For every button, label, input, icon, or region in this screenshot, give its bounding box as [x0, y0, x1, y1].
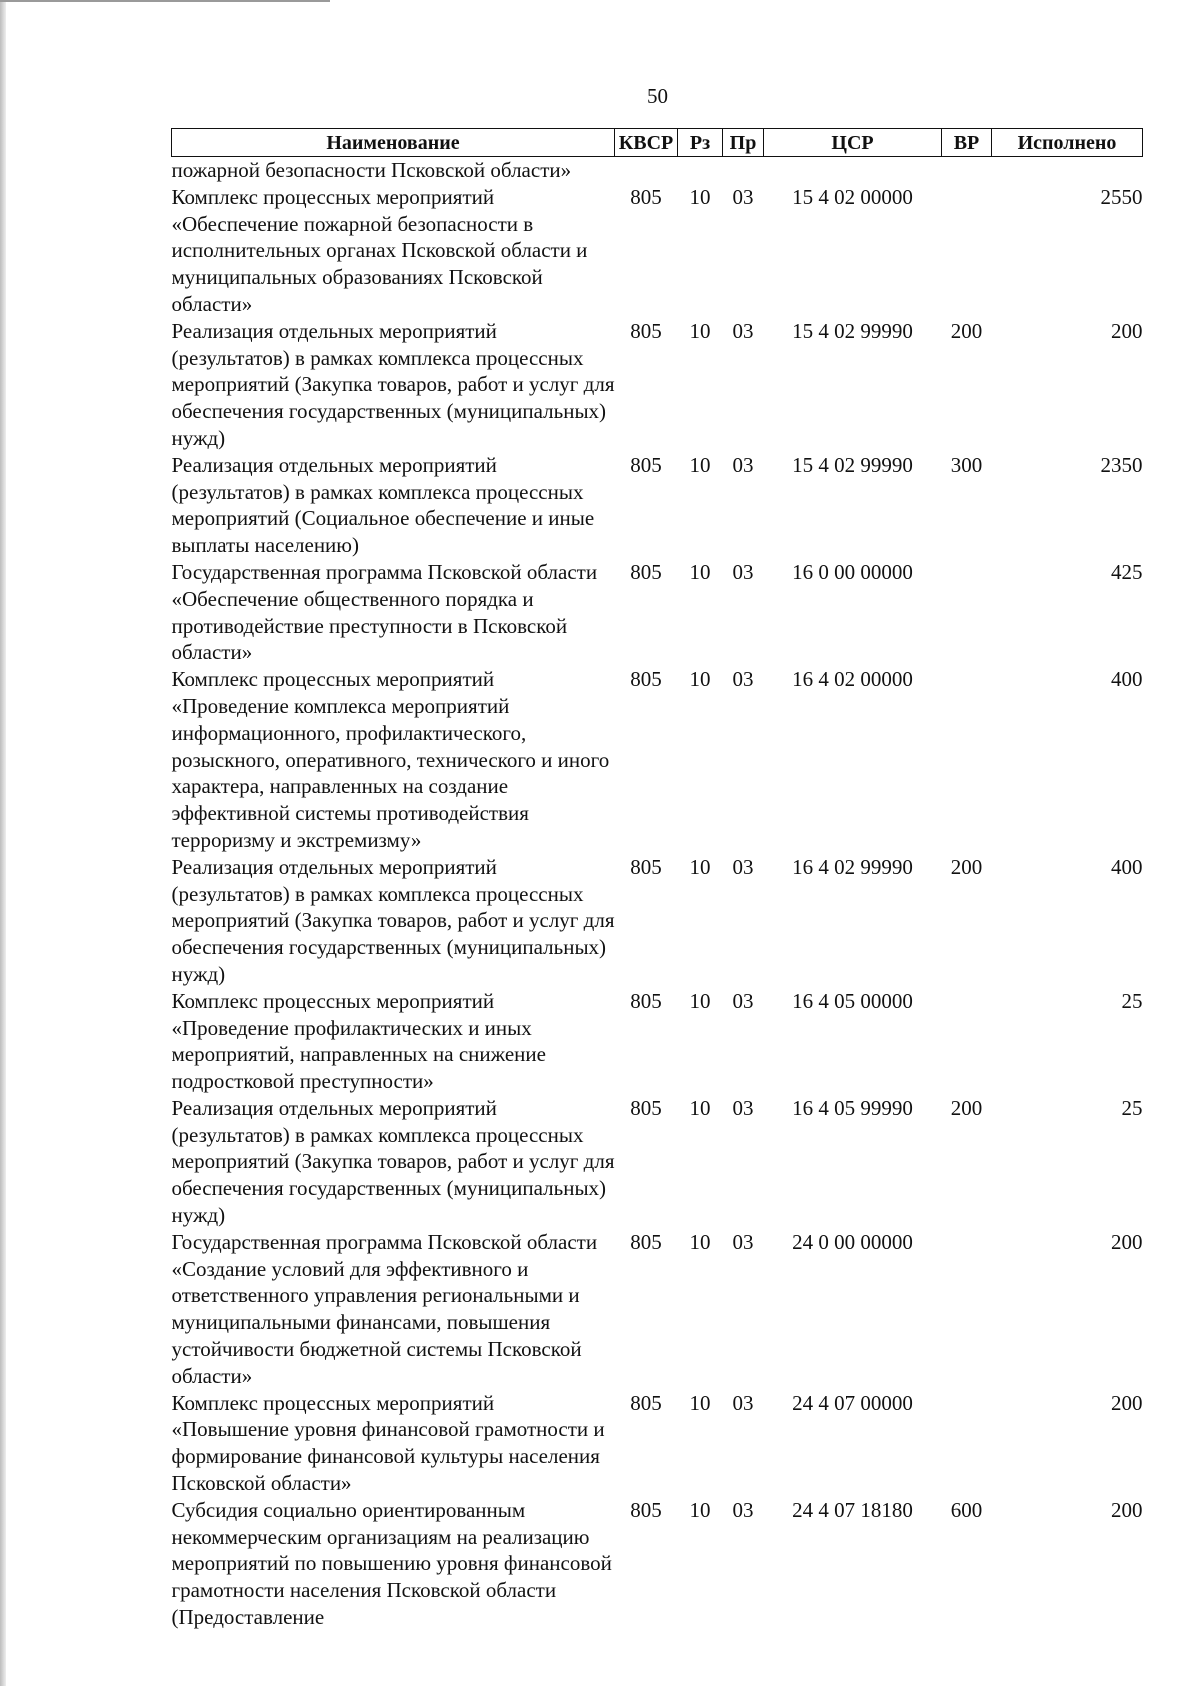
table-row — [172, 1229, 1143, 1390]
row-kvsr: 805 — [630, 1095, 662, 1120]
row-rz: 10 — [689, 1229, 711, 1254]
row-csr: 16 4 02 99990 — [792, 854, 913, 879]
scan-edge — [0, 0, 6, 1686]
row-name: Комплекс процессных мероприятий «Обеспечение пожарной безопасности в исполнительных органах Псковской области и муниципальных образованиях Псковской области» — [171, 184, 588, 316]
row-vr — [942, 157, 992, 184]
table-row — [172, 318, 1143, 452]
row-rz: 10 — [689, 559, 711, 584]
row-csr — [764, 157, 942, 184]
header-name: Наименование — [172, 129, 615, 157]
row-vr: 300 — [950, 452, 983, 477]
row-kvsr: 805 — [630, 854, 662, 879]
table-row — [172, 1497, 1143, 1631]
row-name: пожарной безопасности Псковской области» — [171, 158, 572, 182]
row-rz — [678, 157, 723, 184]
row-kvsr: 805 — [630, 1390, 662, 1415]
row-name: Комплекс процессных мероприятий «Проведение профилактических и иных мероприятий, направленных на снижение подростковой преступности» — [171, 988, 546, 1094]
scan-top-mark — [0, 0, 330, 2]
row-rz: 10 — [689, 854, 711, 879]
row-vr — [942, 988, 992, 1095]
row-amount: 400 — [1111, 667, 1143, 692]
row-pr: 03 — [732, 452, 754, 477]
row-csr: 24 4 07 00000 — [792, 1390, 913, 1415]
row-amount: 25 — [1121, 1095, 1143, 1120]
row-csr: 16 4 02 00000 — [792, 667, 913, 692]
row-name: Государственная программа Псковской области «Создание условий для эффективного и ответственного управления региональными и муниципальными финансами, повышения устойчивости бюджетной системы Псковской области» — [171, 1229, 598, 1388]
row-kvsr — [615, 157, 678, 184]
row-csr: 24 0 00 00000 — [792, 1229, 913, 1254]
row-pr: 03 — [732, 667, 754, 692]
row-pr: 03 — [732, 1095, 754, 1120]
row-amount: 200 — [1111, 1497, 1143, 1522]
row-amount: 200 — [1111, 318, 1143, 343]
table-row — [172, 666, 1143, 854]
row-kvsr: 805 — [630, 1229, 662, 1254]
header-amount: Исполнено — [992, 129, 1143, 157]
row-amount: 2350 — [1100, 452, 1143, 477]
row-pr: 03 — [732, 988, 754, 1013]
row-vr — [942, 666, 992, 854]
table-row — [172, 854, 1143, 988]
row-rz: 10 — [689, 452, 711, 477]
row-rz: 10 — [689, 667, 711, 692]
row-csr: 16 4 05 99990 — [792, 1095, 913, 1120]
row-rz: 10 — [689, 1497, 711, 1522]
table-row — [172, 157, 1143, 184]
row-name: Реализация отдельных мероприятий (результатов) в рамках комплекса процессных мероприятий (Закупка товаров, работ и услуг для обеспечения государственных (муниципальных) нужд) — [171, 1095, 615, 1228]
row-csr: 24 4 07 18180 — [792, 1497, 913, 1522]
row-amount — [992, 157, 1143, 184]
table-row — [172, 559, 1143, 666]
row-pr: 03 — [732, 1229, 754, 1254]
row-pr: 03 — [732, 318, 754, 343]
row-vr — [942, 184, 992, 318]
row-rz: 10 — [689, 1095, 711, 1120]
row-rz: 10 — [689, 988, 711, 1013]
row-name: Комплекс процессных мероприятий «Проведение комплекса мероприятий информационного, профилактического, розыскного, оперативного, технического и иного характера, направленных на создание эффективной системы противодействия терроризму и экстремизму» — [171, 667, 610, 852]
table-row — [172, 988, 1143, 1095]
row-kvsr: 805 — [630, 452, 662, 477]
row-vr: 200 — [950, 318, 983, 343]
row-csr: 15 4 02 99990 — [792, 452, 913, 477]
header-csr: ЦСР — [764, 129, 942, 157]
row-amount: 200 — [1111, 1390, 1143, 1415]
row-pr: 03 — [732, 559, 754, 584]
row-amount: 400 — [1111, 854, 1143, 879]
row-pr: 03 — [732, 1390, 754, 1415]
row-kvsr: 805 — [630, 667, 662, 692]
row-csr: 15 4 02 99990 — [792, 318, 913, 343]
row-pr: 03 — [732, 854, 754, 879]
row-csr: 16 4 05 00000 — [792, 988, 913, 1013]
table-header-row — [172, 129, 1143, 157]
row-kvsr: 805 — [630, 184, 662, 209]
row-amount: 2550 — [1100, 184, 1143, 209]
table-row — [172, 452, 1143, 559]
row-vr: 600 — [950, 1497, 983, 1522]
row-amount: 200 — [1111, 1229, 1143, 1254]
row-name: Государственная программа Псковской области «Обеспечение общественного порядка и противодействие преступности в Псковской области» — [171, 559, 598, 665]
table-row — [172, 1390, 1143, 1497]
row-pr — [723, 157, 764, 184]
row-vr — [942, 559, 992, 666]
row-vr — [942, 1390, 992, 1497]
table-row — [172, 184, 1143, 318]
header-rz: Рз — [678, 129, 723, 157]
row-amount: 425 — [1111, 559, 1143, 584]
row-name: Комплекс процессных мероприятий «Повышение уровня финансовой грамотности и формирование финансовой культуры населения Псковской области» — [171, 1390, 605, 1496]
row-csr: 16 0 00 00000 — [792, 559, 913, 584]
row-name: Реализация отдельных мероприятий (результатов) в рамках комплекса процессных мероприятий (Социальное обеспечение и иные выплаты населению) — [171, 452, 595, 558]
page-number: 50 — [647, 84, 668, 108]
row-name: Субсидия социально ориентированным некоммерческим организациям на реализацию мероприятий по повышению уровня финансовой грамотности населения Псковской области (Предоставление — [171, 1497, 612, 1630]
row-csr: 15 4 02 00000 — [792, 184, 913, 209]
row-rz: 10 — [689, 318, 711, 343]
header-vr: ВР — [942, 129, 992, 157]
header-kvsr: КВСР — [615, 129, 678, 157]
row-vr: 200 — [950, 854, 983, 879]
row-kvsr: 805 — [630, 1497, 662, 1522]
row-vr — [942, 1229, 992, 1390]
row-name: Реализация отдельных мероприятий (результатов) в рамках комплекса процессных мероприятий (Закупка товаров, работ и услуг для обеспечения государственных (муниципальных) нужд) — [171, 318, 615, 450]
table-row — [172, 1095, 1143, 1229]
budget-table — [171, 128, 1143, 1631]
row-amount: 25 — [1121, 988, 1143, 1013]
row-rz: 10 — [689, 1390, 711, 1415]
row-pr: 03 — [732, 184, 754, 209]
row-pr: 03 — [732, 1497, 754, 1522]
row-vr: 200 — [950, 1095, 983, 1120]
row-kvsr: 805 — [630, 318, 662, 343]
row-kvsr: 805 — [630, 988, 662, 1013]
row-kvsr: 805 — [630, 559, 662, 584]
row-name: Реализация отдельных мероприятий (результатов) в рамках комплекса процессных мероприятий (Закупка товаров, работ и услуг для обеспечения государственных (муниципальных) нужд) — [171, 854, 615, 986]
row-rz: 10 — [689, 184, 711, 209]
header-pr: Пр — [723, 129, 764, 157]
